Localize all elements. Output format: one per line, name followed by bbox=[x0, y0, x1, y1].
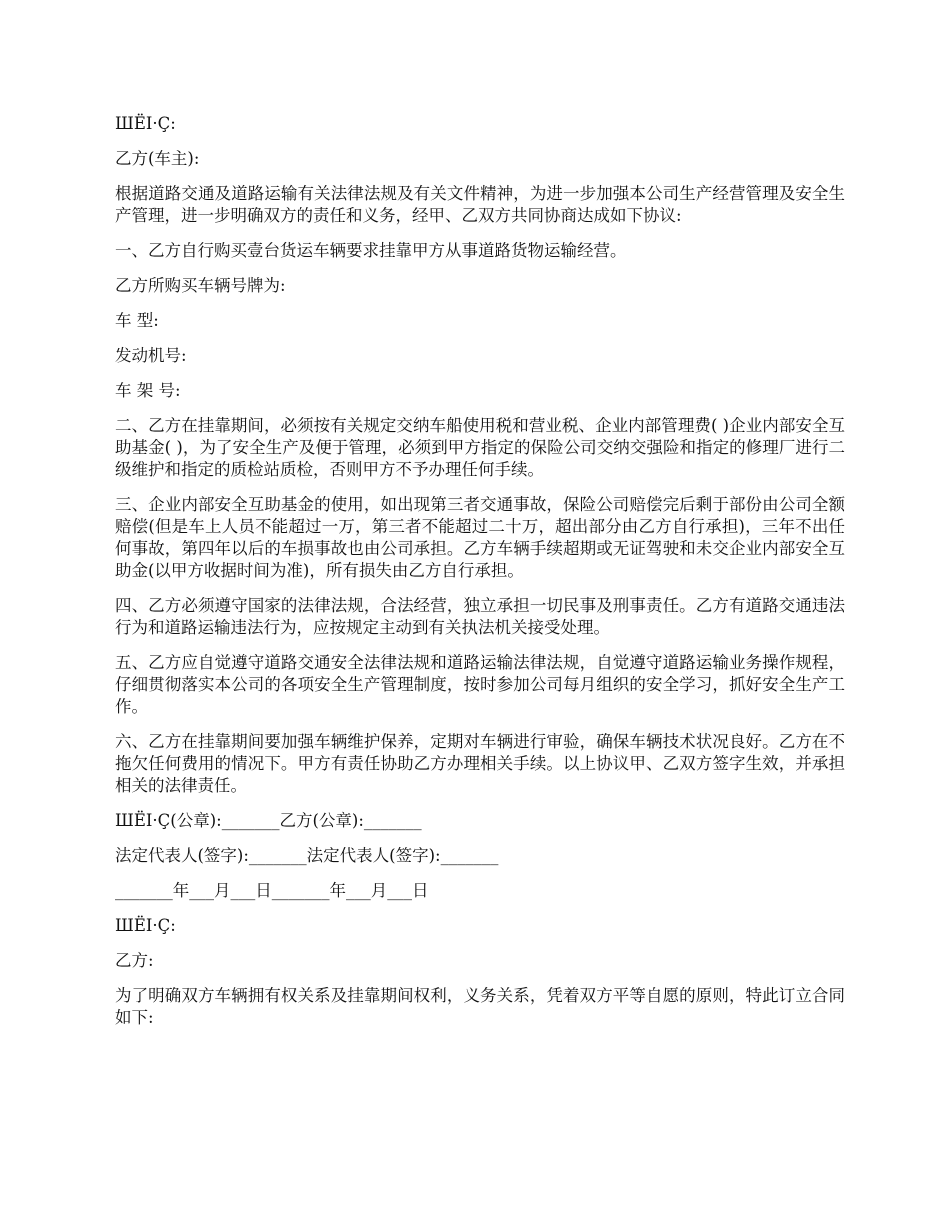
clause-6: 六、乙方在挂靠期间要加强车辆维护保养，定期对车辆进行审验，确保车辆技术状况良好。乙方在不拖欠任何费用的情况下。甲方有责任协助乙方办理相关手续。以上协议甲、乙双方签字生效，并承担相关的法律责任。 bbox=[115, 732, 845, 795]
party-a-label-2: ШЁІ·Ҫ: bbox=[115, 916, 176, 935]
clause-1: 一、乙方自行购买壹台货运车辆要求挂靠甲方从事道路货物运输经营。 bbox=[115, 241, 627, 260]
document-body bbox=[115, 113, 845, 1042]
clause-5: 五、乙方应自觉遵守道路交通安全法律法规和道路运输法律法规，自觉遵守道路运输业务操作规程，仔细贯彻落实本公司的各项安全生产管理制度，按时参加公司每月组织的安全学习，抓好安全生产工作。 bbox=[115, 653, 845, 716]
clause-4: 四、乙方必须遵守国家的法律法规，合法经营，独立承担一切民事及刑事责任。乙方有道路交通违法行为和道路运输违法行为，应按规定主动到有关执法机关接受处理。 bbox=[115, 596, 845, 637]
clause-2: 二、乙方在挂靠期间，必须按有关规定交纳车船使用税和营业税、企业内部管理费( )企业内部安全互助基金( )，为了安全生产及便于管理，必须到甲方指定的保险公司交纳交强险和指定的修理厂进行二级维护和指定的质检站质检，否则甲方不予办理任何手续。 bbox=[115, 416, 845, 479]
seal-line: ШЁІ·Ҫ(公章):_______乙方(公章):_______ bbox=[115, 811, 422, 830]
signature-line: 法定代表人(签字):_______法定代表人(签字):_______ bbox=[115, 846, 499, 865]
party-b-label-2: 乙方: bbox=[115, 951, 154, 970]
party-a-label: ШЁІ·Ҫ: bbox=[115, 114, 176, 133]
preamble-paragraph: 根据道路交通及道路运输有关法律法规及有关文件精神，为进一步加强本公司生产经营管理及安全生产管理，进一步明确双方的责任和义务，经甲、乙双方共同协商达成如下协议: bbox=[115, 184, 845, 225]
vehicle-model-field: 车 型: bbox=[115, 311, 159, 330]
frame-number-field: 车 架 号: bbox=[115, 381, 181, 400]
party-b-label: 乙方(车主): bbox=[115, 149, 200, 168]
engine-number-field: 发动机号: bbox=[115, 346, 187, 365]
date-line: _______年___月___日_______年___月___日 bbox=[115, 881, 429, 900]
clause-3: 三、企业内部安全互助基金的使用，如出现第三者交通事故，保险公司赔偿完后剩于部份由公司全额赔偿(但是车上人员不能超过一万，第三者不能超过二十万，超出部分由乙方自行承担)，三年不出任何事故，第四年以后的车损事故也由公司承担。乙方车辆手续超期或无证驾驶和未交企业内部安全互助金(以甲方收据时间为准)，所有损失由乙方自行承担。 bbox=[115, 495, 845, 580]
plate-number-field: 乙方所购买车辆号牌为: bbox=[115, 276, 286, 295]
contract-intro-paragraph: 为了明确双方车辆拥有权关系及挂靠期间权利，义务关系，凭着双方平等自愿的原则，特此订立合同如下: bbox=[115, 986, 845, 1027]
